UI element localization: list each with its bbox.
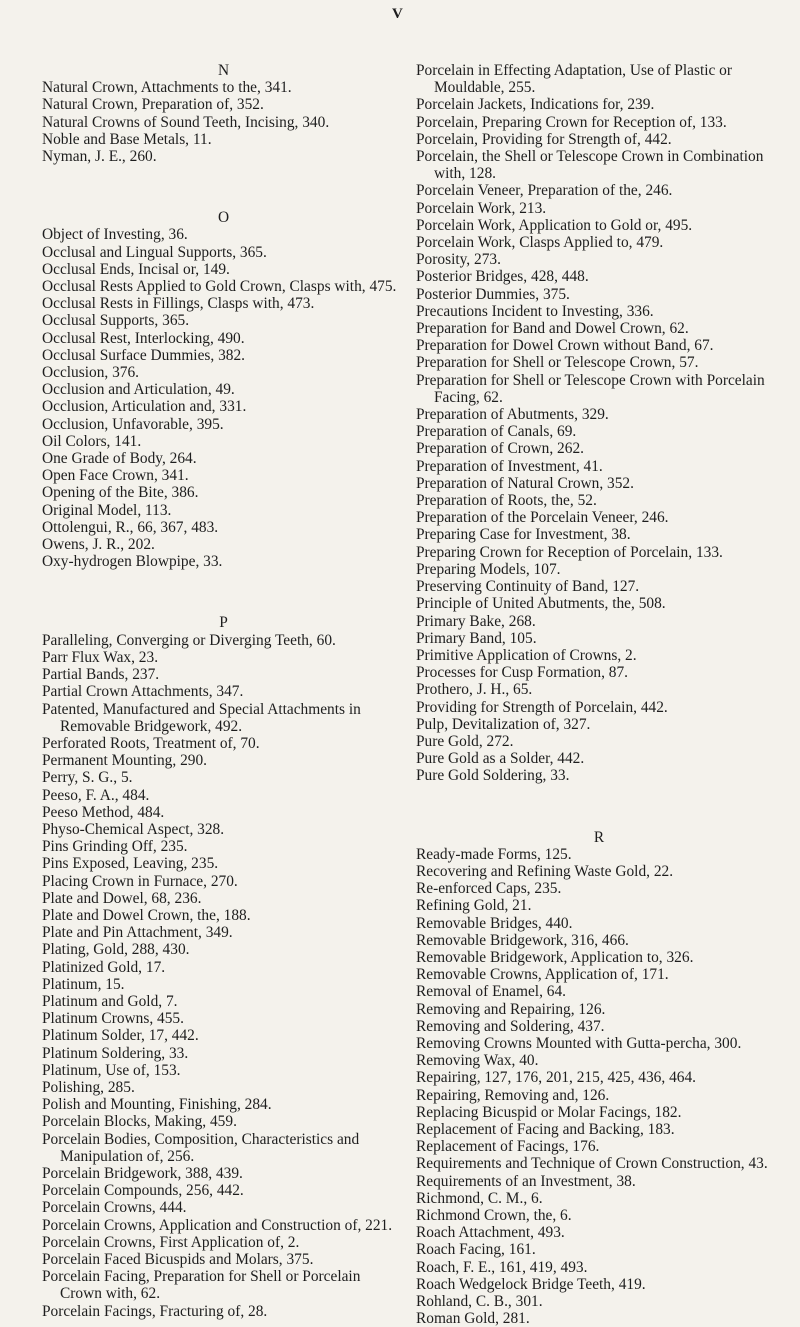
index-entry: Occlusal Ends, Incisal or, 149. [42,260,230,278]
index-entry: Occlusion, Articulation and, 331. [42,398,247,416]
index-entry: Oxy-hydrogen Blowpipe, 33. [42,553,223,571]
index-entry: Noble and Base Metals, 11. [42,130,212,148]
index-entry: Pure Gold, 272. [416,732,514,750]
section-r-entries [416,846,782,1327]
index-entry: Roman Gold, 281. [416,1310,530,1327]
index-entry: Ottolengui, R., 66, 367, 483. [42,518,219,536]
index-entry: Platinum Solder, 17, 442. [42,1027,199,1045]
section-heading-n: N [217,62,230,79]
index-entry: Preparation of Crown, 262. [416,440,584,458]
index-entry: Porcelain Compounds, 256, 442. [42,1182,244,1200]
index-entry: Occlusal Rests Applied to Gold Crown, Clasps with, 475. [42,278,397,296]
index-entry: Open Face Crown, 341. [42,467,189,485]
index-entry: Removing and Soldering, 437. [416,1017,605,1035]
index-entry: Partial Crown Attachments, 347. [42,683,244,701]
index-column-right [416,62,782,1327]
index-entry: Porcelain Crowns, Application and Construction of, 221. [42,1216,393,1234]
index-entry: Polish and Mounting, Finishing, 284. [42,1096,272,1114]
index-entry: Occlusion, Unfavorable, 395. [42,415,224,433]
index-entry: Prothero, J. H., 65. [416,681,533,699]
index-entry: Removable Crowns, Application of, 171. [416,966,669,984]
index-entry: Roach Facing, 161. [416,1241,536,1259]
index-entry: Preparation for Shell or Telescope Crown with Porcelain Facing, 62. [416,371,765,406]
page-number: V [392,6,403,22]
index-entry: Porcelain, the Shell or Telescope Crown in Combination with, 128. [416,148,764,183]
index-entry: Platinum and Gold, 7. [42,992,178,1010]
index-entry: Rohland, C. B., 301. [416,1293,543,1311]
index-entry: Removing and Repairing, 126. [416,1000,606,1018]
index-entry: Removal of Enamel, 64. [416,983,567,1001]
index-entry: Plating, Gold, 288, 430. [42,941,190,959]
section-p-entries [42,632,405,1320]
index-entry: Natural Crown, Preparation of, 352. [42,96,264,114]
index-entry: Posterior Bridges, 428, 448. [416,268,589,286]
index-entry: Occlusion and Articulation, 49. [42,381,235,399]
index-entry: Posterior Dummies, 375. [416,285,570,303]
index-entry: Porcelain Faced Bicuspids and Molars, 375. [42,1251,314,1268]
index-entry: Primitive Application of Crowns, 2. [416,646,637,664]
index-entry: Preparation of Investment, 41. [416,457,603,475]
index-entry: Replacing Bicuspid or Molar Facings, 182. [416,1103,682,1121]
index-entry: Platinum Soldering, 33. [42,1044,189,1062]
index-entry: Roach, F. E., 161, 419, 493. [416,1258,588,1276]
index-entry: Replacement of Facing and Backing, 183. [416,1120,675,1138]
index-entry: Partial Bands, 237. [42,666,160,684]
index-entry: Repairing, Removing and, 126. [416,1086,610,1104]
section-heading-r: R [593,828,605,846]
index-entry: Placing Crown in Furnace, 270. [42,872,238,890]
index-entry: Porosity, 273. [416,251,501,269]
index-entry: Pulp, Devitalization of, 327. [416,715,591,733]
index-entry: Providing for Strength of Porcelain, 442. [416,698,668,716]
index-entry: Object of Investing, 36. [42,226,188,244]
index-entry: Replacement of Facings, 176. [416,1138,600,1156]
index-entry: Re-enforced Caps, 235. [416,880,562,898]
index-entry: Natural Crown, Attachments to the, 341. [42,79,292,97]
section-heading-o: O [217,209,230,227]
index-entry: Refining Gold, 21. [416,897,532,915]
section-heading-p: P [219,614,228,632]
index-entry: Natural Crowns of Sound Teeth, Incising, 340. [42,113,330,131]
index-entry: Preparation for Dowel Crown without Band, 67. [416,337,714,355]
index-entry: Occlusal Supports, 365. [42,312,190,330]
index-entry: Precautions Incident to Investing, 336. [416,302,654,320]
index-entry: Perry, S. G., 5. [42,769,133,787]
index-entry: Porcelain Facings, Fracturing of, 28. [42,1302,268,1320]
index-entry: Richmond Crown, the, 6. [416,1207,572,1224]
index-entry: Porcelain in Effecting Adaptation, Use of Plastic or Mouldable, 255. [416,62,733,97]
index-entry: Occlusal Rest, Interlocking, 490. [42,329,245,347]
index-entry: Removable Bridgework, 316, 466. [416,931,629,949]
index-entry: Roach Wedgelock Bridge Teeth, 419. [416,1275,646,1293]
index-entry: Opening of the Bite, 386. [42,484,199,502]
index-entry: Requirements of an Investment, 38. [416,1172,636,1190]
index-entry: Original Model, 113. [42,501,172,519]
index-entry: Platinum, Use of, 153. [42,1061,181,1079]
index-entry: Plate and Dowel Crown, the, 188. [42,906,251,924]
index-entry: Preparation of Abutments, 329. [416,406,609,424]
index-entry: Porcelain Bridgework, 388, 439. [42,1164,243,1182]
index-entry: Peeso Method, 484. [42,803,165,821]
index-entry: Porcelain Facing, Preparation for Shell or Porcelain Crown with, 62. [42,1268,361,1303]
index-entry: Pins Exposed, Leaving, 235. [42,855,219,873]
index-entry: Platinized Gold, 17. [42,958,166,976]
index-entry: Plate and Dowel, 68, 236. [42,889,202,907]
index-entry: Preparation for Band and Dowel Crown, 62. [416,320,689,338]
index-entry: Principle of United Abutments, the, 508. [416,595,666,613]
index-entry: Removable Bridges, 440. [416,914,573,932]
index-entry: Occlusal Rests in Fillings, Clasps with, 473. [42,295,315,313]
index-entry: Preparation of Natural Crown, 352. [416,474,634,492]
index-entry: Preparation of Canals, 69. [416,423,577,441]
index-entry: Removing Wax, 40. [416,1052,539,1070]
index-entry: Oil Colors, 141. [42,432,142,450]
index-column-left [42,62,405,1320]
section-o-entries [42,226,405,570]
index-entry: Porcelain Blocks, Making, 459. [42,1113,237,1131]
index-entry: Removing Crowns Mounted with Gutta-percha, 300. [416,1034,742,1052]
index-entry: Richmond, C. M., 6. [416,1189,543,1207]
index-entry: Occlusion, 376. [42,364,140,382]
index-entry: Preparation of the Porcelain Veneer, 246. [416,509,669,527]
index-entry: Porcelain, Providing for Strength of, 442. [416,130,672,148]
index-entry: One Grade of Body, 264. [42,450,197,468]
index-entry: Patented, Manufactured and Special Attachments in Removable Bridgework, 492. [42,700,361,735]
index-entry: Removable Bridgework, Application to, 326. [416,948,694,966]
index-entry: Porcelain Crowns, 444. [42,1199,187,1217]
index-entry: Pins Grinding Off, 235. [42,838,188,856]
index-entry: Platinum, 15. [42,975,125,993]
index-entry: Porcelain, Preparing Crown for Reception of, 133. [416,113,727,131]
index-entry: Porcelain Bodies, Composition, Characteristics and Manipulation of, 256. [42,1130,360,1165]
index-entry: Permanent Mounting, 290. [42,752,208,770]
index-entry: Platinum Crowns, 455. [42,1010,184,1028]
index-entry: Pure Gold as a Solder, 442. [416,750,585,768]
index-entry: Preparing Models, 107. [416,560,561,578]
index-entry: Porcelain Jackets, Indications for, 239. [416,96,655,114]
index-entry: Roach Attachment, 493. [416,1224,565,1242]
section-p-continued-entries [416,62,782,785]
index-entry: Polishing, 285. [42,1078,135,1096]
index-entry: Porcelain Work, Clasps Applied to, 479. [416,234,664,252]
index-entry: Recovering and Refining Waste Gold, 22. [416,862,674,880]
index-entry: Ready-made Forms, 125. [416,845,572,863]
index-entry: Preparation of Roots, the, 52. [416,492,597,510]
index-entry: Preparing Crown for Reception of Porcelain, 133. [416,543,723,561]
index-entry: Plate and Pin Attachment, 349. [42,924,233,942]
index-entry: Nyman, J. E., 260. [42,148,157,166]
index-entry: Pure Gold Soldering, 33. [416,767,570,785]
section-n-entries [42,79,405,165]
index-entry: Porcelain Veneer, Preparation of the, 246. [416,182,673,200]
index-entry: Requirements and Technique of Crown Construction, 43. [416,1155,768,1173]
index-entry: Paralleling, Converging or Diverging Teeth, 60. [42,631,336,649]
index-entry: Occlusal and Lingual Supports, 365. [42,243,267,261]
index-entry: Occlusal Surface Dummies, 382. [42,346,246,364]
index-entry: Porcelain Work, 213. [416,199,547,217]
index-entry: Parr Flux Wax, 23. [42,648,159,666]
index-entry: Preparation for Shell or Telescope Crown, 57. [416,354,699,372]
index-entry: Physo-Chemical Aspect, 328. [42,820,225,838]
index-entry: Preserving Continuity of Band, 127. [416,578,640,596]
index-entry: Primary Bake, 268. [416,612,536,630]
index-entry: Porcelain Work, Application to Gold or, 495. [416,216,693,234]
index-entry: Porcelain Crowns, First Application of, 2. [42,1233,300,1251]
index-entry: Peeso, F. A., 484. [42,786,150,804]
index-entry: Preparing Case for Investment, 38. [416,526,631,544]
index-entry: Processes for Cusp Formation, 87. [416,664,629,682]
index-entry: Repairing, 127, 176, 201, 215, 425, 436, 464. [416,1069,697,1087]
index-entry: Owens, J. R., 202. [42,536,155,554]
index-entry: Perforated Roots, Treatment of, 70. [42,734,260,752]
index-entry: Primary Band, 105. [416,629,537,647]
